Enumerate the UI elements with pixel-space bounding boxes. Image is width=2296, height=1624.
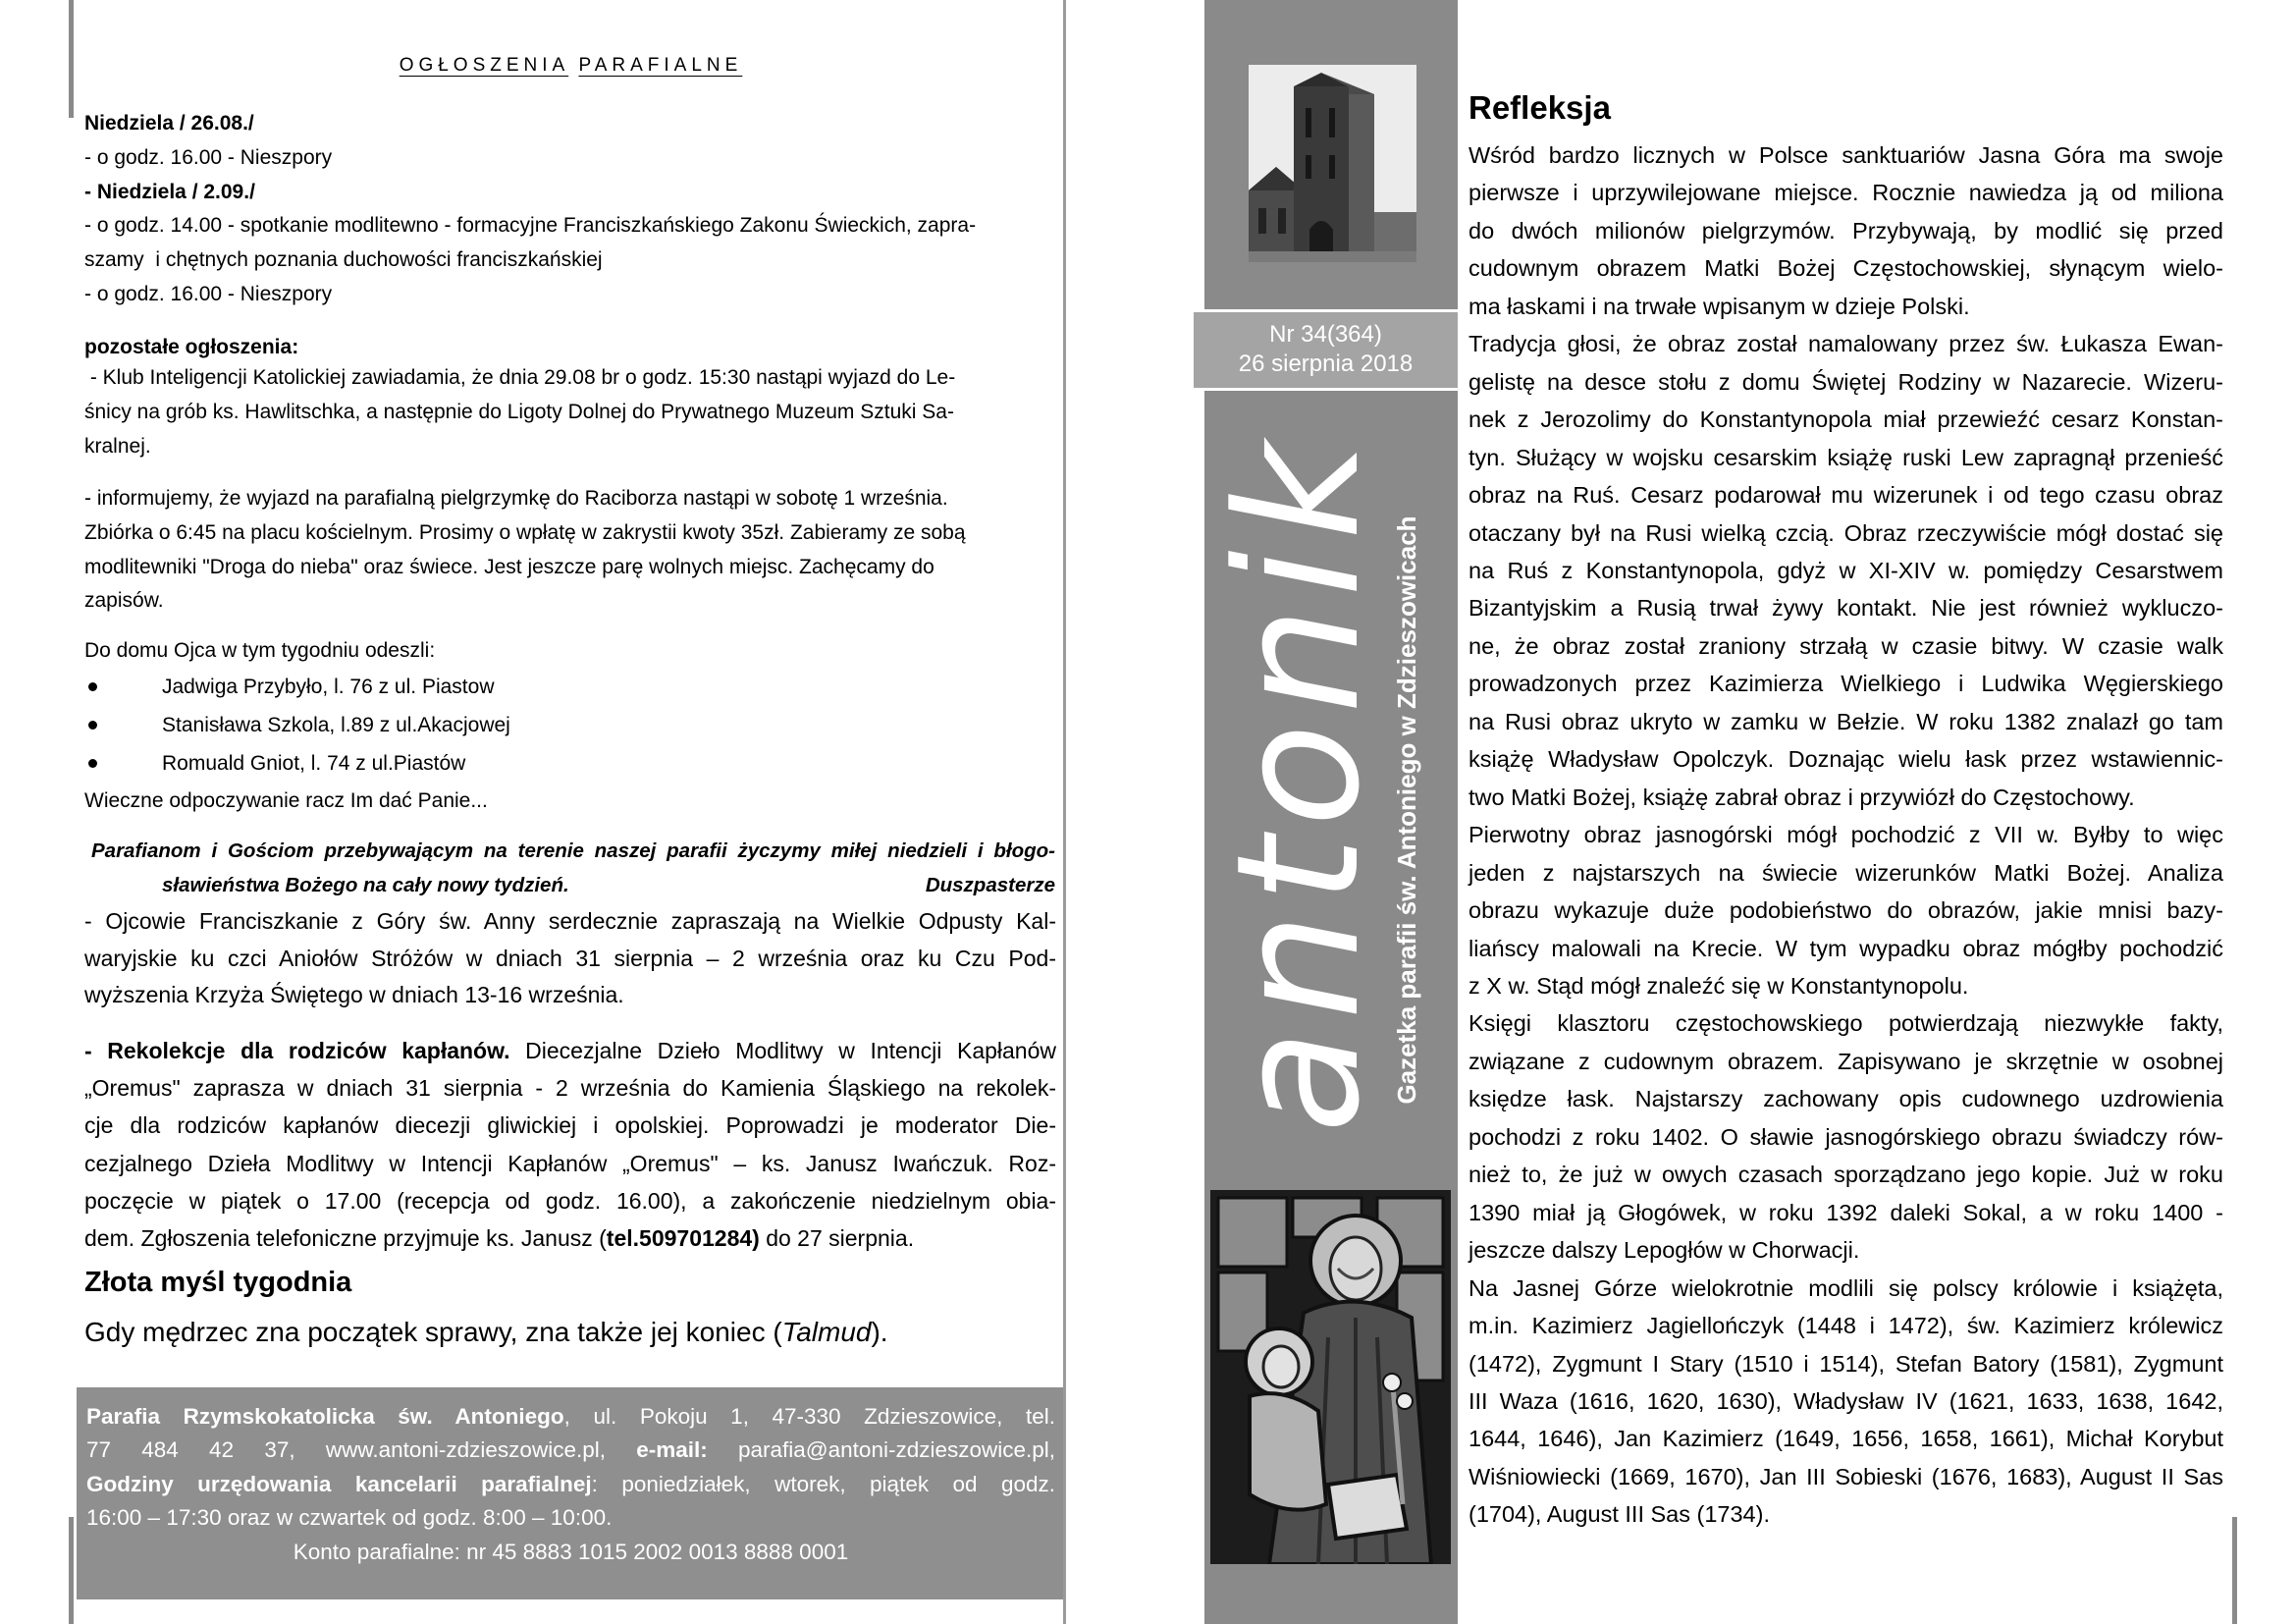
article-line: Wiśniowiecki (1669, 1670), Jan III Sobieski (1676, 1683), August II Sas: [1468, 1463, 2223, 1489]
article-line: Pierwotny obraz jasnogórski mógł pochodzić z VII w. Byłby to więc: [1468, 822, 2223, 848]
club-notice: [84, 361, 1056, 463]
notice-line: modlitewniki "Droga do nieba" oraz świece. Jest jeszcze parę wolnych miejsc. Zachęcamy do: [84, 555, 934, 578]
article-line: obraz na Ruś. Cesarz podarował mu wizerunek i od tego czasu obraz: [1468, 482, 2223, 509]
parish-contact-footer: [77, 1387, 1063, 1599]
retreat-line: cje dla rodziców kapłanów diecezji gliwickiej i opolskiej. Poprowadzi je moderator Die-: [84, 1112, 1056, 1139]
bank-account: Konto parafialne: nr 45 8883 1015 2002 0013 8888 0001: [293, 1539, 849, 1564]
parish-name: Parafia Rzymskokatolicka św. Antoniego: [86, 1404, 564, 1429]
article-line: księdze łask. Najstarszy zachowany opis cudownego uzdrowienia: [1468, 1086, 2223, 1112]
deceased-item: Romuald Gniot, l. 74 z ul.Piastów: [84, 744, 1056, 783]
office-hours-label: Godziny urzędowania kancelarii parafialnej: [86, 1471, 592, 1496]
article-line: 1390 miał ją Głogówek, w roku 1392 daleki Sokal, a w roku 1400 -: [1468, 1199, 2223, 1225]
article-line: jeden z najstarszych na świecie wizerunków Matki Bożej. Analiza: [1468, 859, 2223, 886]
church-photo: [1249, 65, 1416, 262]
article-paragraph: [1468, 1004, 2223, 1269]
blessing-line-text: sławieństwa Bożego na cały nowy tydzień.: [162, 873, 569, 896]
deceased-heading: Do domu Ojca w tym tygodniu odeszli:: [84, 639, 436, 662]
notice-line: - Ojcowie Franciszkanie z Góry św. Anny serdecznie zapraszają na Wielkie Odpusty Kal-: [84, 908, 1056, 934]
parish-email: parafia@antoni-zdzieszowice.pl,: [707, 1437, 1056, 1463]
retreat-body: [84, 1069, 1056, 1219]
thought-of-week-heading: Złota myśl tygodnia: [84, 1267, 352, 1298]
article-line: obrazu wykazuje duże podobieństwo do obrazów, jakie mnisi bazy-: [1468, 897, 2223, 924]
article-line: Na Jasnej Górze wielokrotnie modlili się polscy królowie i książęta,: [1468, 1274, 2223, 1301]
issue-info-box: [1194, 312, 1458, 388]
notice-line: kralnej.: [84, 434, 151, 458]
retreat-notice: [84, 1032, 1056, 1257]
schedule-line: Niedziela / 26.08./: [84, 112, 254, 135]
pilgrimage-notice: [84, 482, 1056, 619]
article-line: liańscy malowali na Krecie. W tym wypadku obraz mógłby pochodzić: [1468, 935, 2223, 961]
article-paragraph: [1468, 1270, 2223, 1534]
issue-date: 26 sierpnia 2018: [1238, 351, 1414, 377]
other-announcements-heading: pozostałe ogłoszenia:: [84, 336, 299, 358]
blessing-line: [91, 869, 1055, 903]
footer-line: [86, 1468, 1055, 1501]
masthead-title: antonik: [1200, 432, 1397, 1133]
article-line: pochodzi z roku 1402. O sławie jasnogórskiego obrazu świadczy rów-: [1468, 1123, 2223, 1150]
retreat-line: [84, 1032, 1056, 1069]
blessing-line: Parafianom i Gościom przebywającym na terenie naszej parafii życzymy miłej niedzieli i błogo-: [91, 839, 1055, 862]
thought-text: Gdy mędrzec zna początek sprawy, zna także jej koniec (: [84, 1317, 782, 1347]
blessing-wishes: [91, 835, 1055, 902]
parish-phone-website: 77 484 42 37, www.antoni-zdzieszowice.pl,: [86, 1437, 637, 1463]
article-line: Tradycja głosi, że obraz został namalowany przez św. Łukasza Ewan-: [1468, 331, 2223, 357]
retreat-text: do 27 sierpnia.: [759, 1225, 915, 1252]
article-line: tyn. Służący w wojsku cesarskim książę ruski Lew zapragnął przenieść: [1468, 444, 2223, 470]
article-line: (1704), August III Sas (1734).: [1468, 1501, 1770, 1528]
article-line: Księgi klasztoru częstochowskiego potwierdzają niezwykłe fakty,: [1468, 1010, 2223, 1037]
schedule-line: - Niedziela / 2.09./: [84, 180, 255, 203]
retreat-text: dem. Zgłoszenia telefoniczne przyjmuje ks. Janusz (: [84, 1225, 607, 1252]
thought-source: Talmud: [781, 1317, 872, 1347]
article-line: na Rusi obraz ukryto w zamku w Bełzie. W roku 1382 znalazł go tam: [1468, 708, 2223, 734]
church-tower-image: [1249, 65, 1416, 262]
article-line: Bizantyjskim a Rusią trwał żywy kontakt. Nie jest również wykluczo-: [1468, 595, 2223, 622]
retreat-line: cezjalnego Dzieła Modlitwy w Intencji Kapłanów „Oremus" – ks. Janusz Iwańczuk. Roz-: [84, 1150, 1056, 1176]
franciscans-notice: [84, 903, 1056, 1014]
article-paragraph: [1468, 136, 2223, 325]
blessing-signature: Duszpasterze: [925, 873, 1055, 896]
deceased-list: [84, 668, 1056, 783]
eternal-rest-prayer: Wieczne odpoczywanie racz Im dać Panie...: [84, 789, 488, 812]
article-paragraph: [1468, 816, 2223, 1004]
article-line: na Ruś z Konstantynopola, gdyż w XI-XIV w. pomiędzy Cesarstwem: [1468, 557, 2223, 583]
page-fold-rule: [1063, 0, 1066, 1624]
notice-line: - informujemy, że wyjazd na parafialną pielgrzymkę do Raciborza nastąpi w sobotę 1 września.: [84, 487, 948, 510]
schedule-line: - o godz. 16.00 - Nieszpory: [84, 145, 333, 169]
article-line: do dwóch milionów pielgrzymów. Przybywają, by modlić się przed: [1468, 217, 2223, 244]
footer-line: [86, 1434, 1055, 1467]
notice-line: waryjskie ku czci Aniołów Stróżów w dniach 31 sierpnia – 2 września oraz ku Czu Pod-: [84, 945, 1056, 971]
article-line: związane z cudownym obrazem. Zapisywano je skrzętnie w osobnej: [1468, 1048, 2223, 1074]
right-margin-rule-bottom: [2232, 1517, 2237, 1624]
notice-line: zapisów.: [84, 589, 164, 613]
notice-line: - Klub Inteligencji Katolickiej zawiadamia, że dnia 29.08 br o godz. 15:30 nastąpi wyjazd do Le-: [84, 366, 956, 389]
article-paragraph: [1468, 325, 2223, 816]
thought-of-week: [84, 1313, 1056, 1352]
issue-number: Nr 34(364): [1269, 321, 1382, 348]
retreat-phone: tel.509701284): [606, 1225, 760, 1252]
stained-glass-image: [1210, 1190, 1451, 1564]
retreat-line: [84, 1219, 1056, 1257]
article-line: ma łaskami i na trwałe wpisanym w dzieje Polski.: [1468, 293, 1970, 319]
schedule-line: - o godz. 16.00 - Nieszpory: [84, 282, 333, 305]
schedule-line: - o godz. 14.00 - spotkanie modlitewno - formacyjne Franciszkańskiego Zakonu Świeckich, zapra-: [84, 214, 977, 238]
article-line: III Waza (1616, 1620, 1630), Władysław IV (1621, 1633, 1638, 1642,: [1468, 1387, 2223, 1414]
notice-line: Zbiórka o 6:45 na placu kościelnym. Prosimy o wpłatę w zakrystii kwoty 35zł. Zabieramy ze sobą: [84, 520, 966, 544]
left-margin-rule-bottom: [69, 1517, 74, 1624]
footer-line: [86, 1400, 1055, 1434]
parish-address: , ul. Pokoju 1, 47-330 Zdzieszowice, tel.: [563, 1404, 1056, 1429]
article-line: prowadzonych przez Kazimierza Wielkiego i Ludwika Węgierskiego: [1468, 671, 2223, 697]
article-line: nież to, że już w owych czasach sporządzano jego kopie. Już w roku: [1468, 1162, 2223, 1188]
article-line: gelistę na desce stołu z domu Świętej Rodziny w Nazarecie. Wizeru-: [1468, 368, 2223, 395]
title-word: PARAFIALNE: [578, 55, 743, 76]
retreat-title: - Rekolekcje dla rodziców kapłanów.: [84, 1038, 510, 1063]
notice-line: wyższenia Krzyża Świętego w dniach 13-16 września.: [84, 982, 624, 1007]
article-line: jeszcze dalszy Lepogłów w Chorwacji.: [1468, 1237, 1860, 1264]
article-line: otaczany był na Rusi wielką czcią. Obraz rzeczywiście mógł dostać się: [1468, 519, 2223, 546]
thought-end: ).: [871, 1317, 888, 1347]
article-line: m.in. Kazimierz Jagiellończyk (1448 i 1472), św. Kazimierz królewicz: [1468, 1313, 2223, 1339]
retreat-line: „Oremus" zaprasza w dniach 31 sierpnia - 2 września do Kamienia Śląskiego na rekolek-: [84, 1075, 1056, 1102]
article-line: two Matki Bożej, książę zabrał obraz i przywiózł do Częstochowy.: [1468, 784, 2135, 810]
mass-schedule: [84, 107, 1056, 312]
title-word: OGŁOSZENIA: [399, 55, 569, 76]
article-line: pierwsze i uprzywilejowane miejsce. Rocznie nawiedza ją od miliona: [1468, 180, 2223, 206]
article-line: ne, że obraz został zraniony strzałą w czasie bitwy. W czasie walk: [1468, 632, 2223, 659]
deceased-item: Stanisława Szkola, l.89 z ul.Akacjowej: [84, 706, 1056, 744]
retreat-text: Diecezjalne Dzieło Modlitwy w Intencji Kapłanów: [509, 1038, 1056, 1063]
masthead-subtitle: Gazetka parafii św. Antoniego w Zdzieszowicach: [1392, 515, 1421, 1105]
deceased-item: Jadwiga Przybyło, l. 76 z ul. Piastow: [84, 668, 1056, 706]
office-hours-days: : poniedziałek, wtorek, piątek od godz.: [591, 1471, 1055, 1496]
article-line: z X w. Stąd mógł znaleźć się w Konstantynopolu.: [1468, 972, 1969, 999]
article-line: 1644, 1646), Jan Kazimierz (1649, 1656, 1658, 1661), Michał Korybut: [1468, 1426, 2223, 1452]
retreat-line: poczęcie w piątek o 17.00 (recepcja od godz. 16.00), a zakończenie niedzielnym obia-: [84, 1187, 1056, 1214]
article-line: (1472), Zygmunt I Stary (1510 i 1514), Stefan Batory (1581), Zygmunt: [1468, 1350, 2223, 1377]
saint-anthony-stained-glass: [1210, 1190, 1451, 1564]
schedule-line: szamy i chętnych poznania duchowości franciszkańskiej: [84, 248, 603, 272]
left-margin-rule-top: [69, 0, 74, 118]
email-label: e-mail:: [636, 1437, 708, 1463]
office-hours-times: 16:00 – 17:30 oraz w czwartek od godz. 8:00 – 10:00.: [86, 1505, 613, 1531]
notice-line: śnicy na grób ks. Hawlitschka, a następnie do Ligoty Dolnej do Prywatnego Muzeum Sztuki Sa-: [84, 400, 954, 423]
article-line: cudownym obrazem Matki Bożej Częstochowskiej, słynącym wielo-: [1468, 255, 2223, 282]
article-body: [1468, 136, 2223, 1534]
announcements-title: [371, 49, 771, 82]
article-line: nek z Jerozolimy do Konstantynopola miał przewieźć cesarz Konstan-: [1468, 406, 2223, 433]
article-line: Wśród bardzo licznych w Polsce sanktuariów Jasna Góra ma swoje: [1468, 142, 2223, 168]
article-line: książę Władysław Opolczyk. Doznając wielu łask przez wstawiennic-: [1468, 746, 2223, 773]
article-heading: Refleksja: [1468, 89, 1611, 126]
